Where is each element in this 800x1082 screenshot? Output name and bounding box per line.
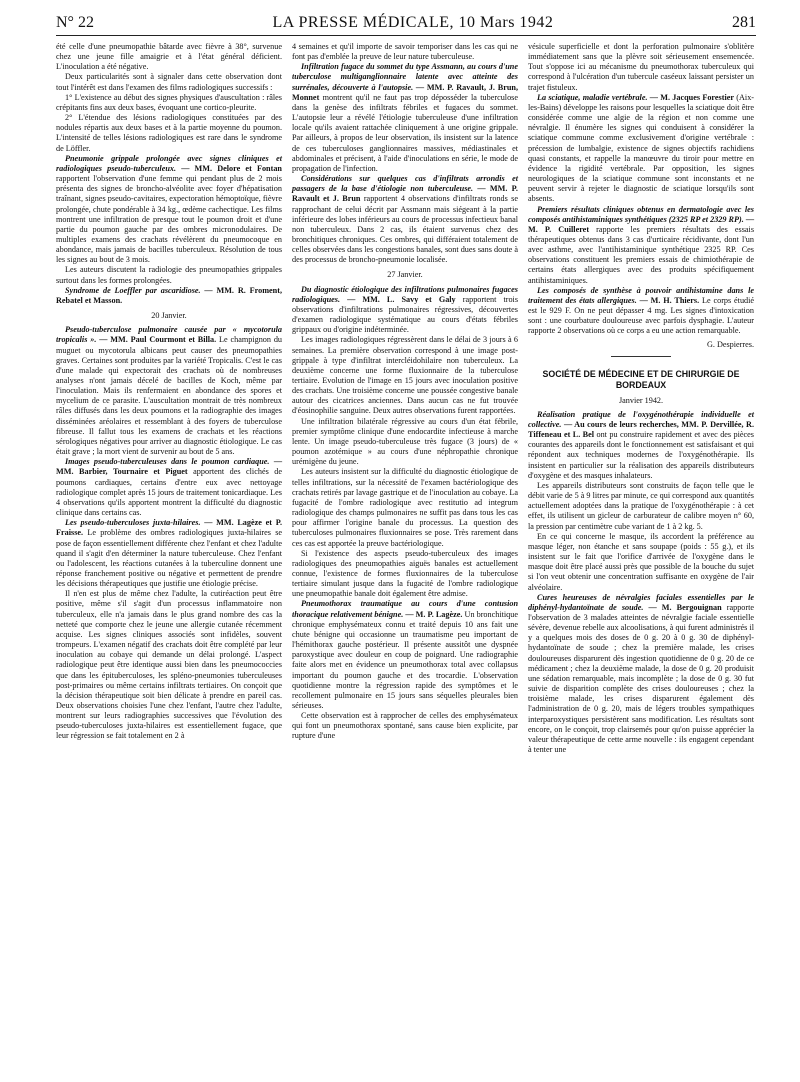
article-heading: Réalisation pratique de l'oxygénothérapie individuelle et collective. — [528, 409, 754, 429]
article-entry — [292, 62, 518, 174]
page-number: 281 — [731, 14, 756, 31]
author-names: — Au cours de leurs recherches, MM. P. Dervillée, R. Tiffeneau et L. Bel — [528, 420, 754, 440]
article-heading: Pneumonie grippale prolongée avec signes cliniques et radiologiques pseudo-tuberculeux. — [56, 153, 282, 173]
article-text: rapportent 4 observations d'infiltrats ronds se rapprochant de celui décrit par Assmann mais siégeant à la partie inférieure des lobes inférieurs au cours de processus infectieux banal non tuberculeux. Dans 2 cas, ils étaient survenus chez des bronchitiques chroniques. Ces ombres, qui différaient totalement de celles observées dans les congestions banales, sont dues sans doute à des processus de broncho-pneumonie localisée. — [292, 194, 518, 265]
paragraph: 4 semaines et qu'il importe de savoir temporiser dans les cas qui ne font pas d'emblée la preuve de leur nature tuberculeuse. — [292, 42, 518, 62]
paragraph: Cette observation est à rapprocher de celles des emphysémateux qui font un pneumothorax spontané, sans cause bien explicite, par rupture d'une — [292, 711, 518, 741]
author-names: — MM. Paul Courmont et Billa. — [99, 335, 217, 345]
paragraph: Les images radiologiques régressèrent dans le délai de 3 jours à 6 semaines. La première observation correspond à une image post-grippale à type d'infiltrat intercléidohilaire non tuberculeux. La deuxième concerne une forme fluxionnaire de la tuberculose tertiaire. Evolution de l'image en 15 jours avec inoculation positive des crachats. Une troisième concerne une poussée congestive banale autour des cicatrices anciennes. Dans aucun cas ne fut trouvée d'éosinophilie sanguine. Deux autres observations furent rapportées. — [292, 335, 518, 416]
author-names: — MM. P. Ravault et J. Brun — [292, 184, 518, 204]
paragraph: Si l'existence des aspects pseudo-tuberculeux des images radiologiques des pneumopathies aiguës banales est actuellement connue, l'existence de formes fluxionnaires de la tuberculose tertiaire simulant jusque dans la fugacité de l'ombre radiologique une pneumopathie banale doit également être admise. — [292, 548, 518, 599]
author-names: — M. P. Cuilleret — [528, 214, 755, 234]
author-names: — MM. L. Savy et Galy — [347, 294, 456, 304]
article-text: rapporte les premiers résultats des essais thérapeutiques obtenus dans 3 cas d'urticaire récidivante, dont l'un avec asthme, avec l'antihistaminique synthétique 2325 RP. Ces observations constituent les premiers essais de chimiothérapie de certains états allergiques avec des produits spécifiquement antihistaminiques. — [528, 224, 755, 285]
article-text: Un bronchitique chronique emphysémateux connu et traité depuis 10 ans fait une chute bénigne qui occasionne un traumatisme peu important de l'hémithorax gauche postérieur. Il présente aussitôt une dyspnée paroxystique avec douleur en coup de poignard. Une radiographie faite alors met en évidence un pneumothorax total avec collapsus important du poumon gauche et des trocardie. L'observation quotidienne montre la régression rapide des symptômes et le recollement pulmonaire en 15 jours sans séquelles pleurales bien sérieuses. — [292, 609, 518, 710]
paragraph: Il n'en est plus de même chez l'adulte, la cutiréaction peut être positive, même s'il s'agit d'un processus inflammatoire non tuberculeux, elle n'a jamais dans le plus grand nombre des cas la netteté que comporte chez le jeune une allergie cutanée récemment acquise. Les signes cliniques associés sont infidèles, souvent trompeurs. L'examen négatif des crachats doit être complété par leur inoculation au cobaye qui demande un délai prolongé. L'aspect radiologique peut être identique aussi bien dans les pneumococcies que dans les épituberculoses, les spléno-pneumonies tuberculeuses post-primaires ou même certains infiltrats tertiaires. On conçoit que la décision thérapeutique soit bien délicate à prendre en pareil cas. Deux observations choisies l'une chez l'enfant, l'autre chez l'adulte, montrent sur leurs radiographies successives que l'évolution des pseudo-tuberculoses juxta-hilaires est essentiellement fugace, que leur régression se fait totalement en 2 à — [56, 589, 282, 741]
article-text: rapportent l'observation d'une femme qui pendant plus de 2 mois présenta des signes de broncho-alvéolite avec foyer d'hépatisation traînant, signes pseudo-cavitaires, expectoration hémoptoïque, fièvre prolongée, chute pondérable à 34 kg., œdème cachectique. Les films montrent une infiltration de presque tout le poumon droit et d'une partie du poumon gauche par des ombres micronodulaires. De multiples examens des crachats révélèrent du pneumocoque en abondance, mais jamais de bacilles tuberculeux. Résolution de tous les signes au bout de 3 mois. — [56, 174, 282, 265]
article-entry — [292, 285, 518, 336]
article-heading: Les pseudo-tuberculoses juxta-hilaires. — [65, 518, 201, 528]
issue-number: N° 22 — [56, 14, 94, 31]
article-text: Le champignon du muguet ou mycotorula albicans peut causer des pneumopathies graves. Certaines sont produites par la variété Tropicalis. C'est le cas d'une malade qui expectorait des crachats où de nombreuses analyses n'ont jamais décelé de bacilles de Koch, même par l'inoculation. Mais ils renfermaient en abondance des spores et mycelium de ce parasite. L'auscultation montrait de très nombreux râles diffusés dans les deux poumons et la radiographie des images disséminées aréolaires et ressemblant à des foyers de tuberculose fibreuse. Il fallut tous les examens de crachats et les réactions sérologiques négatives pour arriver au diagnostic étiologique. Le cas était grave ; la mort vient de survenir au bout de 5 ans. — [56, 335, 283, 457]
article-text: montrent qu'il ne faut pas trop déposséder la tuberculose dans la genèse des infiltrats fébriles et fugaces du sommet. L'autopsie leur a révélé l'étiologie tuberculeuse d'une infiltration locale qu'ils avaient rattachée cliniquement à une origine grippale. Par ailleurs, à propos de leur observation, ils insistent sur la latence de ces tuberculoses ganglionnaires massives, médiastinales et abdominales et précisent, à l'aide d'inoculations en série, le mode de propagation de l'infection. — [292, 92, 518, 173]
author-names: — M. H. Thiers. — [639, 295, 700, 305]
author-names: — MM. R. Froment, Rebatel et Masson. — [56, 285, 282, 305]
column-1 — [56, 42, 282, 755]
article-entry — [528, 286, 754, 337]
author-names: — M. Bergouignan — [648, 602, 722, 612]
paragraph: Deux particularités sont à signaler dans cette observation dont tout l'intérêt est dans l'examen des films radiologiques successifs : — [56, 72, 282, 92]
signature: G. Despierres. — [706, 339, 754, 349]
paragraph: 2° L'étendue des lésions radiologiques constituées par des nodules répartis aux deux bases et à la partie moyenne du poumon. L'intensité de telles lésions radiologiques est rare dans le syndrome de Löffler. — [56, 113, 282, 153]
column-3 — [528, 42, 754, 755]
author-names: — M. Jacques Forestier — [649, 92, 734, 102]
masthead-title: LA PRESSE MÉDICALE, 10 Mars 1942 — [272, 14, 554, 31]
section-divider — [611, 356, 671, 357]
article-text: ont pu construire rapidement et avec des pièces courantes des appareils dont le fonctionnement est satisfaisant et qui répondent aux techniques modernes de l'oxygénothérapie. Ils insistent en particulier sur la réalisation des appareils distributeurs d'oxygène et des masques inhalateurs. — [528, 430, 754, 480]
paragraph: Les auteurs discutent la radiologie des pneumopathies grippales surtout dans les formes prolongées. — [56, 265, 282, 285]
author-names: — M. P. Lagèze. — [405, 609, 463, 619]
article-heading: Considérations sur quelques cas d'infiltrats arrondis et passagers de la base d'étiologie non tuberculeuse. — [292, 174, 518, 194]
paragraph: 1° L'existence au début des signes physiques d'auscultation : râles crépitants fins aux deux bases, évoquant une cortico-pleurite. — [56, 92, 282, 112]
society-heading: SOCIÉTÉ DE MÉDECINE ET DE CHIRURGIE DE BORDEAUX — [542, 368, 740, 390]
column-2 — [292, 42, 518, 755]
session-date: 27 Janvier. — [387, 270, 423, 280]
article-entry — [528, 93, 754, 205]
article-text: Le problème des ombres radiologiques juxta-hilaires se pose de façon essentiellement différente chez l'enfant et chez l'adulte quand il s'agit d'en déterminer la nature tuberculeuse. Chez l'enfant ou l'adolescent, les réactions cutanées à la tuberculine donnent une réponse franchement positive ou négative et permettent de prendre les décisions thérapeutiques que justifie une étiologie précise. — [56, 528, 283, 589]
article-text: apportent des clichés de poumons cardiaques, certains d'entre eux avec nettoyage radiologique complet après 15 jours de traitement tonicardiaque. Les 4 observations qu'ils apportent montrent la difficulté du diagnostic clinique dans certains cas. — [56, 467, 282, 518]
paragraph: été celle d'une pneumopathie bâtarde avec fièvre à 38°, survenue chez une jeune fille amaigrie et à l'état général déficient. L'inoculation a été négative. — [56, 42, 282, 72]
article-heading: Pseudo-tuberculose pulmonaire causée par « mycotorula tropicalis ». — [56, 325, 282, 345]
article-entry — [528, 593, 754, 756]
article-entry — [292, 599, 518, 711]
article-heading: Syndrome de Loeffler par ascaridiose. — [65, 285, 201, 295]
author-names: — MM. Delore et Fontan — [181, 163, 282, 173]
paragraph: Une infiltration bilatérale régressive au cours d'un état fébrile, premier symptôme clinique d'une endocardite infectieuse à marche lente. Un image pseudo-tuberculeuse très fugace (3 jours) de « poumon azotémique » au cours d'une néphropathie chronique urémigène du jeune. — [292, 416, 518, 467]
article-entry — [56, 325, 282, 457]
page-header — [56, 14, 756, 36]
article-entry — [56, 518, 282, 589]
article-text: (Aix-les-Bains) développe les raisons pour lesquelles la sciatique doit être considérée comme une algie de la région et non comme une névralgie. Il énumère les signes qui conduisent à considérer la sciatique commune comme exclusivement d'origine vertébrale : précession de lumbalgie, existence de signes objectifs rachidiens quasi constants, et rappelle la manœuvre du tiroir pour mettre en évidence la rigidité vertébrale. Par opposition, les signes neurologiques de la sciatique commune sont inconstants et ne peuvent servir à rejeter le diagnostic de sciatique lorsqu'ils sont absents. — [528, 92, 755, 204]
article-heading: Images pseudo-tuberculeuses dans le poumon cardiaque. — [65, 457, 270, 467]
author-names: — MM. Barbier, Tournaire et Piguet — [56, 457, 283, 477]
article-heading: Premiers résultats cliniques obtenus en dermatologie avec les composés antihistaminiques synthétiques (2325 RP et 2329 RP). — [528, 204, 754, 224]
session-date: Janvier 1942. — [618, 395, 664, 405]
paragraph: En ce qui concerne le masque, ils accordent la préférence au masque léger, non étanche et sans soupape (poids : 55 g.), et ils insistent sur le fait que l'orifice d'arrivée de l'oxygène dans le masque doit être placé aussi près que possible de la bouche du sujet si l'on veut obtenir une concentration suffisante en oxygène de l'air alvéolaire. — [528, 531, 754, 592]
article-entry — [56, 286, 282, 306]
paragraph: Les appareils distributeurs sont construits de façon telle que le débit varie de 5 à 9 litres par minute, ce qui correspond aux quantités actuellement adoptées dans la pratique de l'oxygénothérapie : à cet effet, ils utilisent un gicleur de carburateur de calibre moyen n° 60, la pression par centimètre cube variant de 1 à 2 kg. 5. — [528, 480, 754, 531]
paragraph: Les auteurs insistent sur la difficulté du diagnostic étiologique de telles infiltrations, sur la nécessité de l'examen bactériologique des crachats retirés par lavage gastrique et de l'inoculation au cobaye. La fugacité de l'ombre radiologique avec restitutio ad integrum radiologique des champs pulmonaires ne suffit pas dans tous les cas pour affirmer l'origine banale du processus. La question des tuberculoses pulmonaires fluxionnaires se pose. Très rarement dans ces cas est apportée la preuve bactériologique. — [292, 467, 518, 548]
article-heading: Infiltration fugace du sommet du type Assmann, au cours d'une tuberculose multiganglionnaire latente avec atteinte des surrénales, découverte à l'autopsie. — [292, 62, 518, 92]
article-heading: Du diagnostic étiologique des infiltrations pulmonaires fugaces radiologiques. — [292, 284, 518, 304]
article-entry — [528, 410, 754, 481]
article-columns — [56, 42, 756, 755]
article-heading: Cures heureuses de névralgies faciales essentielles par le diphényl-hydantoïnate de soude. — [528, 592, 754, 612]
article-heading: Les composés de synthèse à pouvoir antihistamine dans le traitement des états allergiques. — [528, 285, 754, 305]
article-heading: La sciatique, maladie vertébrale. — [537, 92, 648, 102]
article-entry — [292, 174, 518, 265]
article-text: rapporte l'observation de 3 malades atteintes de névralgie faciale essentielle sévère, devenue rebelle aux alcoolisations, à qui furent administrés il y a quelques mois des doses de 0 g. 20 à 0 g. 30 de diphényl-hydantoïnate de soude ; chez la première malade, les crises douloureuses disparurent dès ingestion quotidienne de 0 g. 20 de ce médicament ; chez la deuxième malade, la dose de 0 g. 20 produisit une sédation remarquable, mais incomplète ; la dose de 0 g. 30 fut suivie de disparition complète des crises douloureuses ; chez la troisième malade, les crises disparurent également dès l'administration de 0 g. 20, mais de légers troubles sympathiques interparoxystiques persistèrent sans modification. Les résultats sont encore, on le conçoit, trop clairsemés pour qu'on puisse apprécier la valeur thérapeutique de cette arme nouvelle : ils engagent cependant à tenter une — [528, 602, 755, 754]
paragraph: vésicule superficielle et dont la perforation pulmonaire s'oblitère immédiatement sans que la plèvre soit sérieusement ensemencée. Tout s'oppose ici au mécanisme du pneumothorax tuberculeux qui correspond à l'ulcération d'un tubercule caséeux laissant persister un trajet fistuleux. — [528, 42, 754, 92]
article-heading: Pneumothorax traumatique au cours d'une contusion thoracique relativement bénigne. — [292, 599, 518, 619]
session-date: 20 Janvier. — [151, 311, 187, 321]
article-entry — [56, 154, 282, 266]
article-entry — [528, 205, 754, 286]
author-names: — MM. Lagèze et P. Fraisse. — [56, 518, 282, 538]
article-text: Le corps étudié est le 929 F. On ne peut dépasser 4 mg. Les signes d'intoxication sont : une courbature douloureuse avec parfois dysphagie. L'auteur rapporte 2 observations où ce corps a eu une action remarquable. — [528, 295, 755, 336]
article-text: rapportent trois observations d'infiltrations pulmonaires régressives, découvertes d'examen radiologique systématique au cours d'états fébriles grippaux ou d'origine indéterminée. — [292, 294, 519, 335]
article-entry — [56, 457, 282, 518]
author-names: — MM. P. Ravault, J. Brun, Monnet — [292, 82, 518, 102]
